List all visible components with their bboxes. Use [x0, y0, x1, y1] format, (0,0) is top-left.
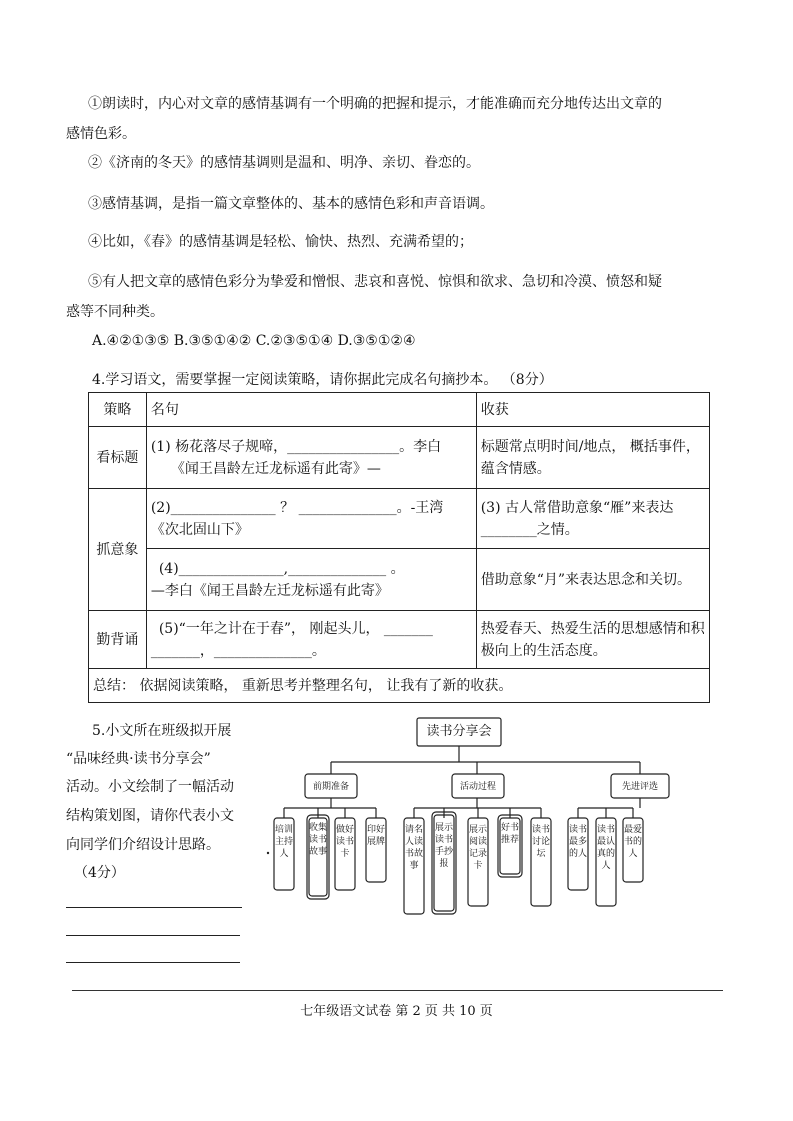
q5-line: 结构策划图，请你代表小文: [66, 808, 234, 824]
diagram-item-label: 展示阅读记录卡: [468, 825, 487, 871]
gain-cell: 标题常点明时间/地点， 概括事件， 蕴含情感。: [476, 427, 709, 489]
q5-line: 向同学们介绍设计思路。: [66, 837, 220, 853]
diagram-item-label: 请名人读书故事: [404, 825, 423, 871]
q4-prompt: 4.学习语文，需要掌握一定阅读策略，请你据此完成名句摘抄本。 （8分）: [92, 372, 553, 388]
sentence-1-line-1: ①朗读时，内心对文章的感情基调有一个明确的把握和提示，才能准确而充分地传达出文章的: [88, 96, 662, 112]
sentence-1-line-2: 感情色彩。: [66, 126, 136, 142]
table-row: [89, 549, 710, 611]
diagram-item-label: 培训主持人: [274, 825, 293, 859]
answer-line: [66, 935, 240, 936]
sentence-3: ③感情基调，是指一篇文章整体的、基本的感情色彩和声音语调。: [88, 196, 494, 212]
quote-table: [88, 392, 710, 703]
answer-options: A.④②①③⑤ B.③⑤①④② C.②③⑤①④ D.③⑤①②④: [92, 333, 416, 349]
diagram-item-label: 印好展牌: [366, 825, 385, 847]
gain-cell: 借助意象“月”来表达思念和关切。: [476, 549, 709, 611]
diagram-group-label: 前期准备: [312, 782, 349, 792]
diagram-item-label: 读书讨论坛: [531, 825, 550, 859]
quote-line: (2)_______________ ？ ______________。-王湾: [150, 499, 444, 516]
diagram-item-label: 收集读书故事: [309, 823, 328, 857]
quote-line: (5)“一年之计在于春”， 刚起头儿， _______: [158, 620, 433, 637]
table-row: [89, 427, 710, 489]
diagram-item-label: 做好读书卡: [335, 825, 354, 859]
summary-row: [89, 669, 710, 703]
diagram-item-label: 读书最认真的人: [596, 825, 615, 871]
q5-line: （4分）: [74, 865, 125, 881]
quote-cell: [146, 611, 476, 669]
diagram-root-label: 读书分享会: [426, 724, 492, 739]
q5-line: 活动。小文绘制了一幅活动: [66, 779, 234, 795]
answer-line: [66, 907, 242, 908]
gain-cell: 热爱春天、热爱生活的思想感情和积极向上的生活态度。: [476, 611, 709, 669]
header-strategy: 策略: [89, 393, 147, 427]
sentence-5-line-2: 惑等不同种类。: [66, 304, 164, 320]
q5-line: “品味经典·读书分享会”: [66, 751, 211, 767]
sentence-4: ④比如，《春》的感情基调是轻松、愉快、热烈、充满希望的；: [88, 234, 473, 250]
header-gain: 收获: [476, 393, 709, 427]
page-footer: 七年级语文试卷 第 2 页 共 10 页: [300, 1004, 493, 1019]
footer-rule: [72, 990, 723, 991]
diagram-group-label: 活动过程: [459, 782, 496, 792]
summary-cell: 总结： 依据阅读策略， 重新思考并整理名句， 让我有了新的收获。: [89, 669, 710, 703]
table-row: [89, 489, 710, 549]
table-row: [89, 611, 710, 669]
quote-cell: [146, 489, 476, 549]
quote-line: 《闻王昌龄左迁龙标遥有此寄》—: [170, 460, 381, 477]
table-header-row: [89, 393, 710, 427]
sentence-2: ②《济南的冬天》的感情基调则是温和、明净、亲切、眷恋的。: [88, 155, 480, 171]
diagram-item-label: 好书推荐: [500, 823, 519, 845]
quote-line: _______，______________。: [150, 642, 326, 659]
diagram-item-label: 展示读书手抄报: [434, 823, 453, 869]
quote-cell: [146, 549, 476, 611]
quote-line: 《次北固山下》: [150, 521, 249, 538]
quote-line: (1) 杨花落尽子规啼，________________。李白: [150, 438, 442, 455]
q5-line: 5.小文所在班级拟开展: [92, 723, 232, 739]
quote-line: —李白《闻王昌龄左迁龙标遥有此寄》: [150, 582, 389, 599]
diagram-item-label: 读书最多的人: [568, 825, 587, 859]
strategy-cell: 勤背诵: [89, 611, 147, 669]
answer-line: [66, 962, 240, 963]
sentence-5-line-1: ⑤有人把文章的感情色彩分为挚爱和憎恨、悲哀和喜悦、惊惧和欲求、急切和冷漠、愤怒和疑: [88, 274, 662, 290]
diagram-item-label: 最爱书的人: [623, 825, 642, 859]
header-quote: 名句: [146, 393, 476, 427]
gain-cell: (3) 古人常借助意象“雁”来表达________之情。: [476, 489, 709, 549]
quote-line: (4)_______________,______________ 。: [158, 560, 405, 577]
diagram-group-label: 先进评选: [621, 782, 658, 792]
strategy-cell: 抓意象: [89, 489, 147, 611]
strategy-cell: 看标题: [89, 427, 147, 489]
quote-cell: [146, 427, 476, 489]
